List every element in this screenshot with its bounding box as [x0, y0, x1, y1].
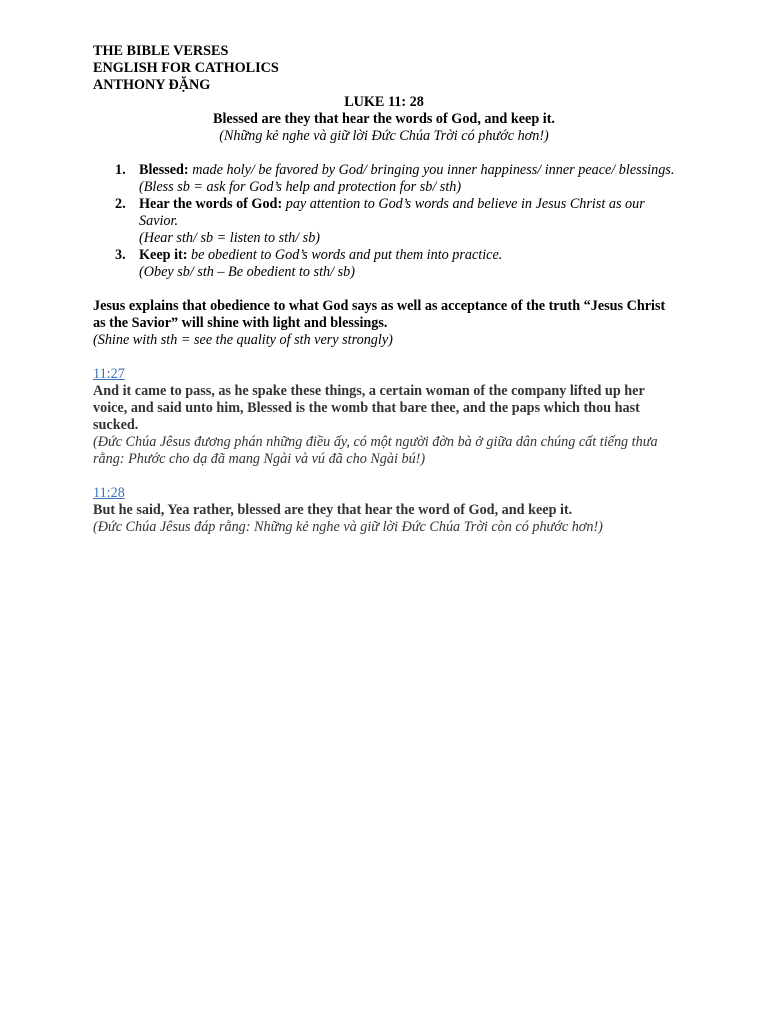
vocab-note: (Obey sb/ sth – Be obedient to sth/ sb)	[139, 264, 355, 280]
vocabulary-list	[93, 162, 675, 281]
list-item	[93, 196, 675, 247]
explanation-text: Jesus explains that obedience to what God says as well as acceptance of the truth “Jesus Christ as the Savior” will shine with light and blessings.	[93, 298, 666, 331]
vocab-term: Hear the words of God:	[139, 196, 283, 212]
explanation-note: (Shine with sth = see the quality of sth very strongly)	[93, 332, 393, 348]
verse-reference: LUKE 11: 28	[344, 94, 424, 110]
doc-header-line-1: THE BIBLE VERSES	[93, 43, 229, 59]
spacer	[93, 145, 675, 162]
vocab-note: (Hear sth/ sb = listen to sth/ sb)	[139, 230, 321, 246]
verse-title-translation: (Những kẻ nghe và giữ lời Đức Chúa Trời có phước hơn!)	[219, 128, 549, 144]
list-number: 2.	[115, 196, 126, 212]
vocab-term: Blessed:	[139, 162, 189, 178]
vocab-note: (Bless sb = ask for God’s help and protection for sb/ sth)	[139, 179, 462, 195]
verse-text: But he said, Yea rather, blessed are they that hear the word of God, and keep it.	[93, 502, 573, 518]
list-item	[93, 247, 675, 281]
spacer	[93, 349, 675, 366]
list-item	[93, 162, 675, 196]
document-body	[93, 43, 675, 536]
verse-text: And it came to pass, as he spake these things, a certain woman of the company lifted up her voice, and said unto him, Blessed is the womb that bare thee, and the paps which thou hast sucked.	[93, 383, 645, 433]
verse-link-11-28[interactable]: 11:28	[93, 485, 125, 501]
verse-link-11-27[interactable]: 11:27	[93, 366, 125, 382]
verse-translation: (Đức Chúa Jêsus đáp rằng: Những kẻ nghe và giữ lời Đức Chúa Trời còn có phước hơn!)	[93, 519, 603, 535]
vocab-definition: pay attention to God’s words and believe in Jesus Christ as our Savior.	[139, 196, 645, 229]
list-number: 3.	[115, 247, 126, 263]
doc-header-line-3: ANTHONY ĐẶNG	[93, 77, 211, 93]
verse-block	[93, 366, 675, 468]
list-number: 1.	[115, 162, 126, 178]
vocab-definition: made holy/ be favored by God/ bringing you inner happiness/ inner peace/ blessings.	[192, 162, 675, 178]
vocab-term: Keep it:	[139, 247, 188, 263]
verse-block	[93, 485, 675, 536]
doc-header-line-2: ENGLISH FOR CATHOLICS	[93, 60, 279, 76]
spacer	[93, 468, 675, 485]
verse-translation: (Đức Chúa Jêsus đương phán những điều ấy, có một người đờn bà ở giữa dân chúng cất tiếng thưa rằng: Phước cho dạ đã mang Ngài và vú đã cho Ngài bú!)	[93, 434, 658, 467]
vocab-definition: be obedient to God’s words and put them into practice.	[191, 247, 503, 263]
verse-title: Blessed are they that hear the words of God, and keep it.	[213, 111, 555, 127]
spacer	[93, 281, 675, 298]
